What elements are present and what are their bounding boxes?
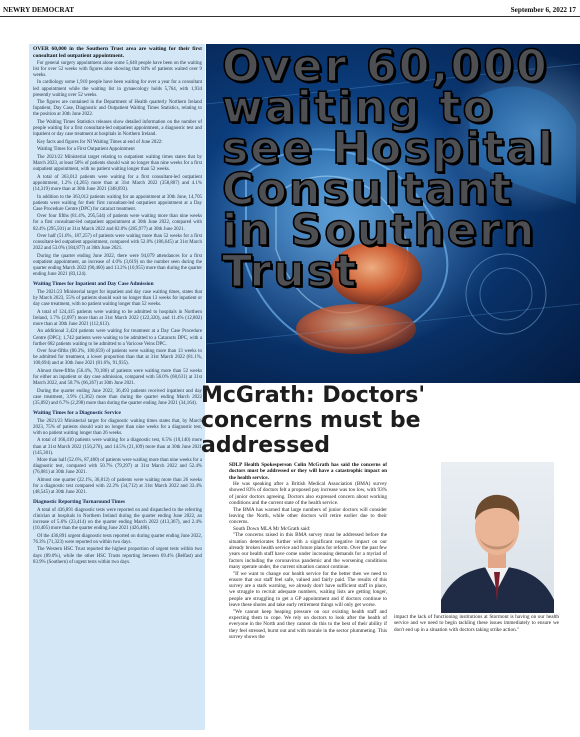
sidebar-paragraph: Over four fifths (81.4%, 295,544) of patients were waiting more than nine weeks for a first consultant-led outpatient appointment at 30th June 2022, compared with 82.4% (295,501) at 31st March 2022 and 82.0% (285,977) at 30th June 2021. xyxy=(33,214,202,232)
article-paragraph: impact the lack of functioning institutions at Stormont is having on our health service and we need to begin tackling these issues immediately to ensure we don't end up in a situation with doctors taking strike action." xyxy=(394,614,559,633)
sidebar-paragraph: During the quarter ending June 2022, 36,493 patients received inpatient and day case treatment, 3.9% (1,362) more than during the quarter ending March 2022 (35,092) and 6.7% (2,298) more than during the quarter ending June 2021 (34,164). xyxy=(33,388,202,406)
sidebar-paragraph: Almost three-fifths (56.4%, 70,186) of patients were waiting more than 52 weeks for either an inpatient or day case admission, compared with 56.0% (68,631) at 31st March 2022, and 58.7% (66,267) at 30th June 2021. xyxy=(33,369,202,387)
sidebar-paragraph: More than half (52.6%, 87,480) of patients were waiting more than nine weeks for a diagnostic test, compared with 50.7% (79,297) at 31st March 2022 and 52.4% (76,081) at 30th June 2021. xyxy=(33,458,202,476)
sidebar-paragraph: A total of 166,410 patients were waiting for a diagnostic test, 6.5% (10,140) more than at 31st March 2022 (156,270), and 14.5% (21,109) more than at 30th June 2021 (145,301). xyxy=(33,438,202,456)
sidebar-paragraph: Almost one quarter (22.1%, 36,812) of patients were waiting more than 26 weeks for a diagnostic test compared with 22.2% (34,712) at 31st March 2022 and 33.4% (48,545) at 30th June 2021. xyxy=(33,478,202,496)
article-headline: McGrath: Doctors' concerns must be addressed xyxy=(201,383,426,458)
sidebar-paragraph: The Western HSC Trust reported the highest proportion of urgent tests within two days (89.0%), while the other HSC Trusts reporting between 69.4% (Belfast) and 83.9% (Southern) of urgent tests within two days. xyxy=(33,547,202,565)
sidebar-paragraph: The 2021/23 Ministerial target for inpatient and day case waiting times, states that by March 2023, 55% of patients should wait no longer than 13 weeks for inpatient or day case treatment, with no patient waiting longer than 52 weeks. xyxy=(33,289,202,308)
diagnostic-heading: Waiting Times for a Diagnostic Service xyxy=(33,410,121,417)
waiting-times-sidebar xyxy=(29,44,205,730)
sidebar-paragraph: Key facts and figures for NI Waiting Times at end of June 2022: xyxy=(37,139,163,145)
article-paragraph: The BMA has warned that large numbers of junior doctors will consider leaving the North, while other doctors will retire earlier due to their concerns. xyxy=(229,506,387,526)
sidebar-paragraph: During the quarter ending June 2022, there were 94,079 attendances for a first outpatient appointment, an increase of 4.0% (3,619) on the number seen during the quarter ending March 2022 (90,460) and 13.2% (10,955) more than during the quarter ending June 2021 (83,124). xyxy=(33,253,202,278)
article-paragraph: "We cannot keep heaping pressure on our existing health staff and expecting them to cope. We rely on doctors to look after the health of everyone in the North and they cannot do this to the best of their ability if they feel stressed, burnt out and with morale in the sector plummeting. This survey shows the xyxy=(229,608,387,640)
colin-mcgrath-photo xyxy=(441,462,554,613)
sidebar-paragraph: In addition to the 363,012 patients waiting for an appointment at 30th June, 14,705 patients were waiting for their first consultant-led outpatient appointment at a Day Case Procedure Centre (DPC) for cataract treatment. xyxy=(33,194,202,212)
hero-headline: Over 60,000 waiting to see Hospital Consultant in Southern Trust xyxy=(222,41,556,297)
sidebar-paragraph: Over half (51.6%, 187,257) of patients were waiting more than 52 weeks for a first consultant-led outpatient appointment, compared with 52.0% (186,645) at 31st March 2022 and 53.0% (184,877) at 30th June 2021. xyxy=(33,234,202,252)
article-paragraph: "If we want to change our health service for the better then we need to ensure that our staff feel safe, valued and fairly paid. The results of this survey are a stark warning, we already don't have sufficient staff in place, we struggle to recruit adequate numbers, waiting lists are getting longer, people are struggling to get a GP appointment and if doctors continue to leave these shores and take early retirement things will only get worse. xyxy=(229,570,387,609)
sidebar-paragraph: A total of 363,012 patients were waiting for a first consultant-led outpatient appointment, 1.2% (4,265) more than at 31st March 2022 (358,807) and 4.1% (14,319) more than at 30th June 2021 (348,693). xyxy=(33,174,202,192)
sidebar-paragraph: The 2021/23 Ministerial target for diagnostic waiting times states that, by March 2023, 75% of patients should wait no longer than nine weeks for a diagnostic test, with no patient waiting longer than 26 weeks. xyxy=(33,418,202,436)
article-column-1 xyxy=(229,462,387,640)
article-paragraph: "The concerns raised in this BMA survey must be addressed before the situation deteriorates further with a significant negative impact on our already broken health service and future plans for reform. Over the past few years our health staff have come under increasing demands for a myriad of factors including the coronavirus pandemic and the worsening conditions many operate under, the current situation cannot continue. xyxy=(229,532,387,570)
sidebar-paragraph: An additional 2,424 patients were waiting for treatment at a Day Case Procedure Centre (DPC); 1,742 patients were waiting to be admitted to a Cataracts DPC, with a further 682 patients waiting to be admitted to a Varicose Veins DPC. xyxy=(33,329,202,347)
portrait-icon xyxy=(441,462,554,613)
reporting-heading: Diagnostic Reporting Turnaround Times xyxy=(33,499,125,506)
sidebar-paragraph: The figures are contained in the Department of Health quarterly Northern Ireland Inpatient, Day Case, Diagnostic and Outpatient Waiting Times Statistics, relating to the position at 30th June 2022. xyxy=(33,100,202,118)
publication-name: NEWRY DEMOCRAT xyxy=(3,6,75,14)
sidebar-paragraph: Over four-fifths (80.3%, 100,659) of patients were waiting more than 13 weeks to be admitted for treatment, a lower proportion than that at 31st March 2022 (81.1%, 100,694) and at 30th June 2021 (81.6%, 91,935). xyxy=(33,349,202,367)
header-rule xyxy=(0,16,580,17)
date-page-number: September 6, 2022 17 xyxy=(510,6,576,14)
sidebar-paragraph: The Waiting Times Statistics releases show detailed information on the number of people waiting for a first consultant-led outpatient appointment, a diagnostic test and inpatient or day case treatment at hospitals in Northern Ireland. xyxy=(33,120,202,138)
article-paragraph: South Down MLA Mr McGrath said: xyxy=(233,525,311,532)
sidebar-lead: OVER 60,000 in the Southern Trust area are waiting for their first consultant led outpatient appointment. xyxy=(33,46,202,59)
sidebar-paragraph: A total of 436,891 diagnostic tests were reported on and dispatched to the referring clinician at hospitals in Northern Ireland during the quarter ending June 2022, an increase of 5.6% (23,414) on the quarter ending March 2022 (413,367), and 2.4% (10,405) more than the quarter ending June 2021 (426,486). xyxy=(33,507,202,532)
article-column-2 xyxy=(394,614,559,633)
sidebar-paragraph: For general surgery appointment alone some 5,640 people have been on the waiting list for over 52 weeks with figures also showing that 84% of patients waited over 9 weeks. xyxy=(33,60,202,78)
sidebar-paragraph: In cardiology some 1,910 people have been waiting for over a year for a consultant led appointment while the waiting list in gynaecology holds 5,764, with 1,934 presently waiting over 52 weeks. xyxy=(33,80,202,98)
sidebar-paragraph: Of the 436,891 urgent diagnostic tests reported on during quarter ending June 2022, 76.3% (71,323) were reported on within two days. xyxy=(33,533,202,545)
page-header xyxy=(0,0,580,18)
article-lead: SDLP Health Spokesperson Colin McGrath has said the concerns of doctors must be addressed or they will have a catastrophic impact on the health service. xyxy=(229,462,387,481)
sidebar-paragraph: A total of 124,415 patients were waiting to be admitted to hospitals in Northern Ireland, 1.7% (2,097) more than at 31st March 2022 (122,320), and 11.4% (12,802) more than at 30th June 2021 (112,613). xyxy=(33,309,202,327)
sidebar-subhead: Waiting Times for a First Outpatient Appointment xyxy=(37,147,135,153)
article-paragraph: He was speaking after a British Medical Association (BMA) survey showed 83% of doctors felt a proposed pay increase was too low, with 93% of junior doctors agreeing. Doctors also expressed concern about working conditions and the current state of the health service. xyxy=(229,481,387,507)
sidebar-paragraph: The 2021/22 Ministerial target relating to outpatient waiting times states that by March 2023, at least 50% of patients should wait no longer than nine weeks for a first outpatient appointment, with no patient waiting longer than 52 weeks. xyxy=(33,155,202,173)
inpatient-heading: Waiting Times for Inpatient and Day Case Admission xyxy=(33,281,154,288)
